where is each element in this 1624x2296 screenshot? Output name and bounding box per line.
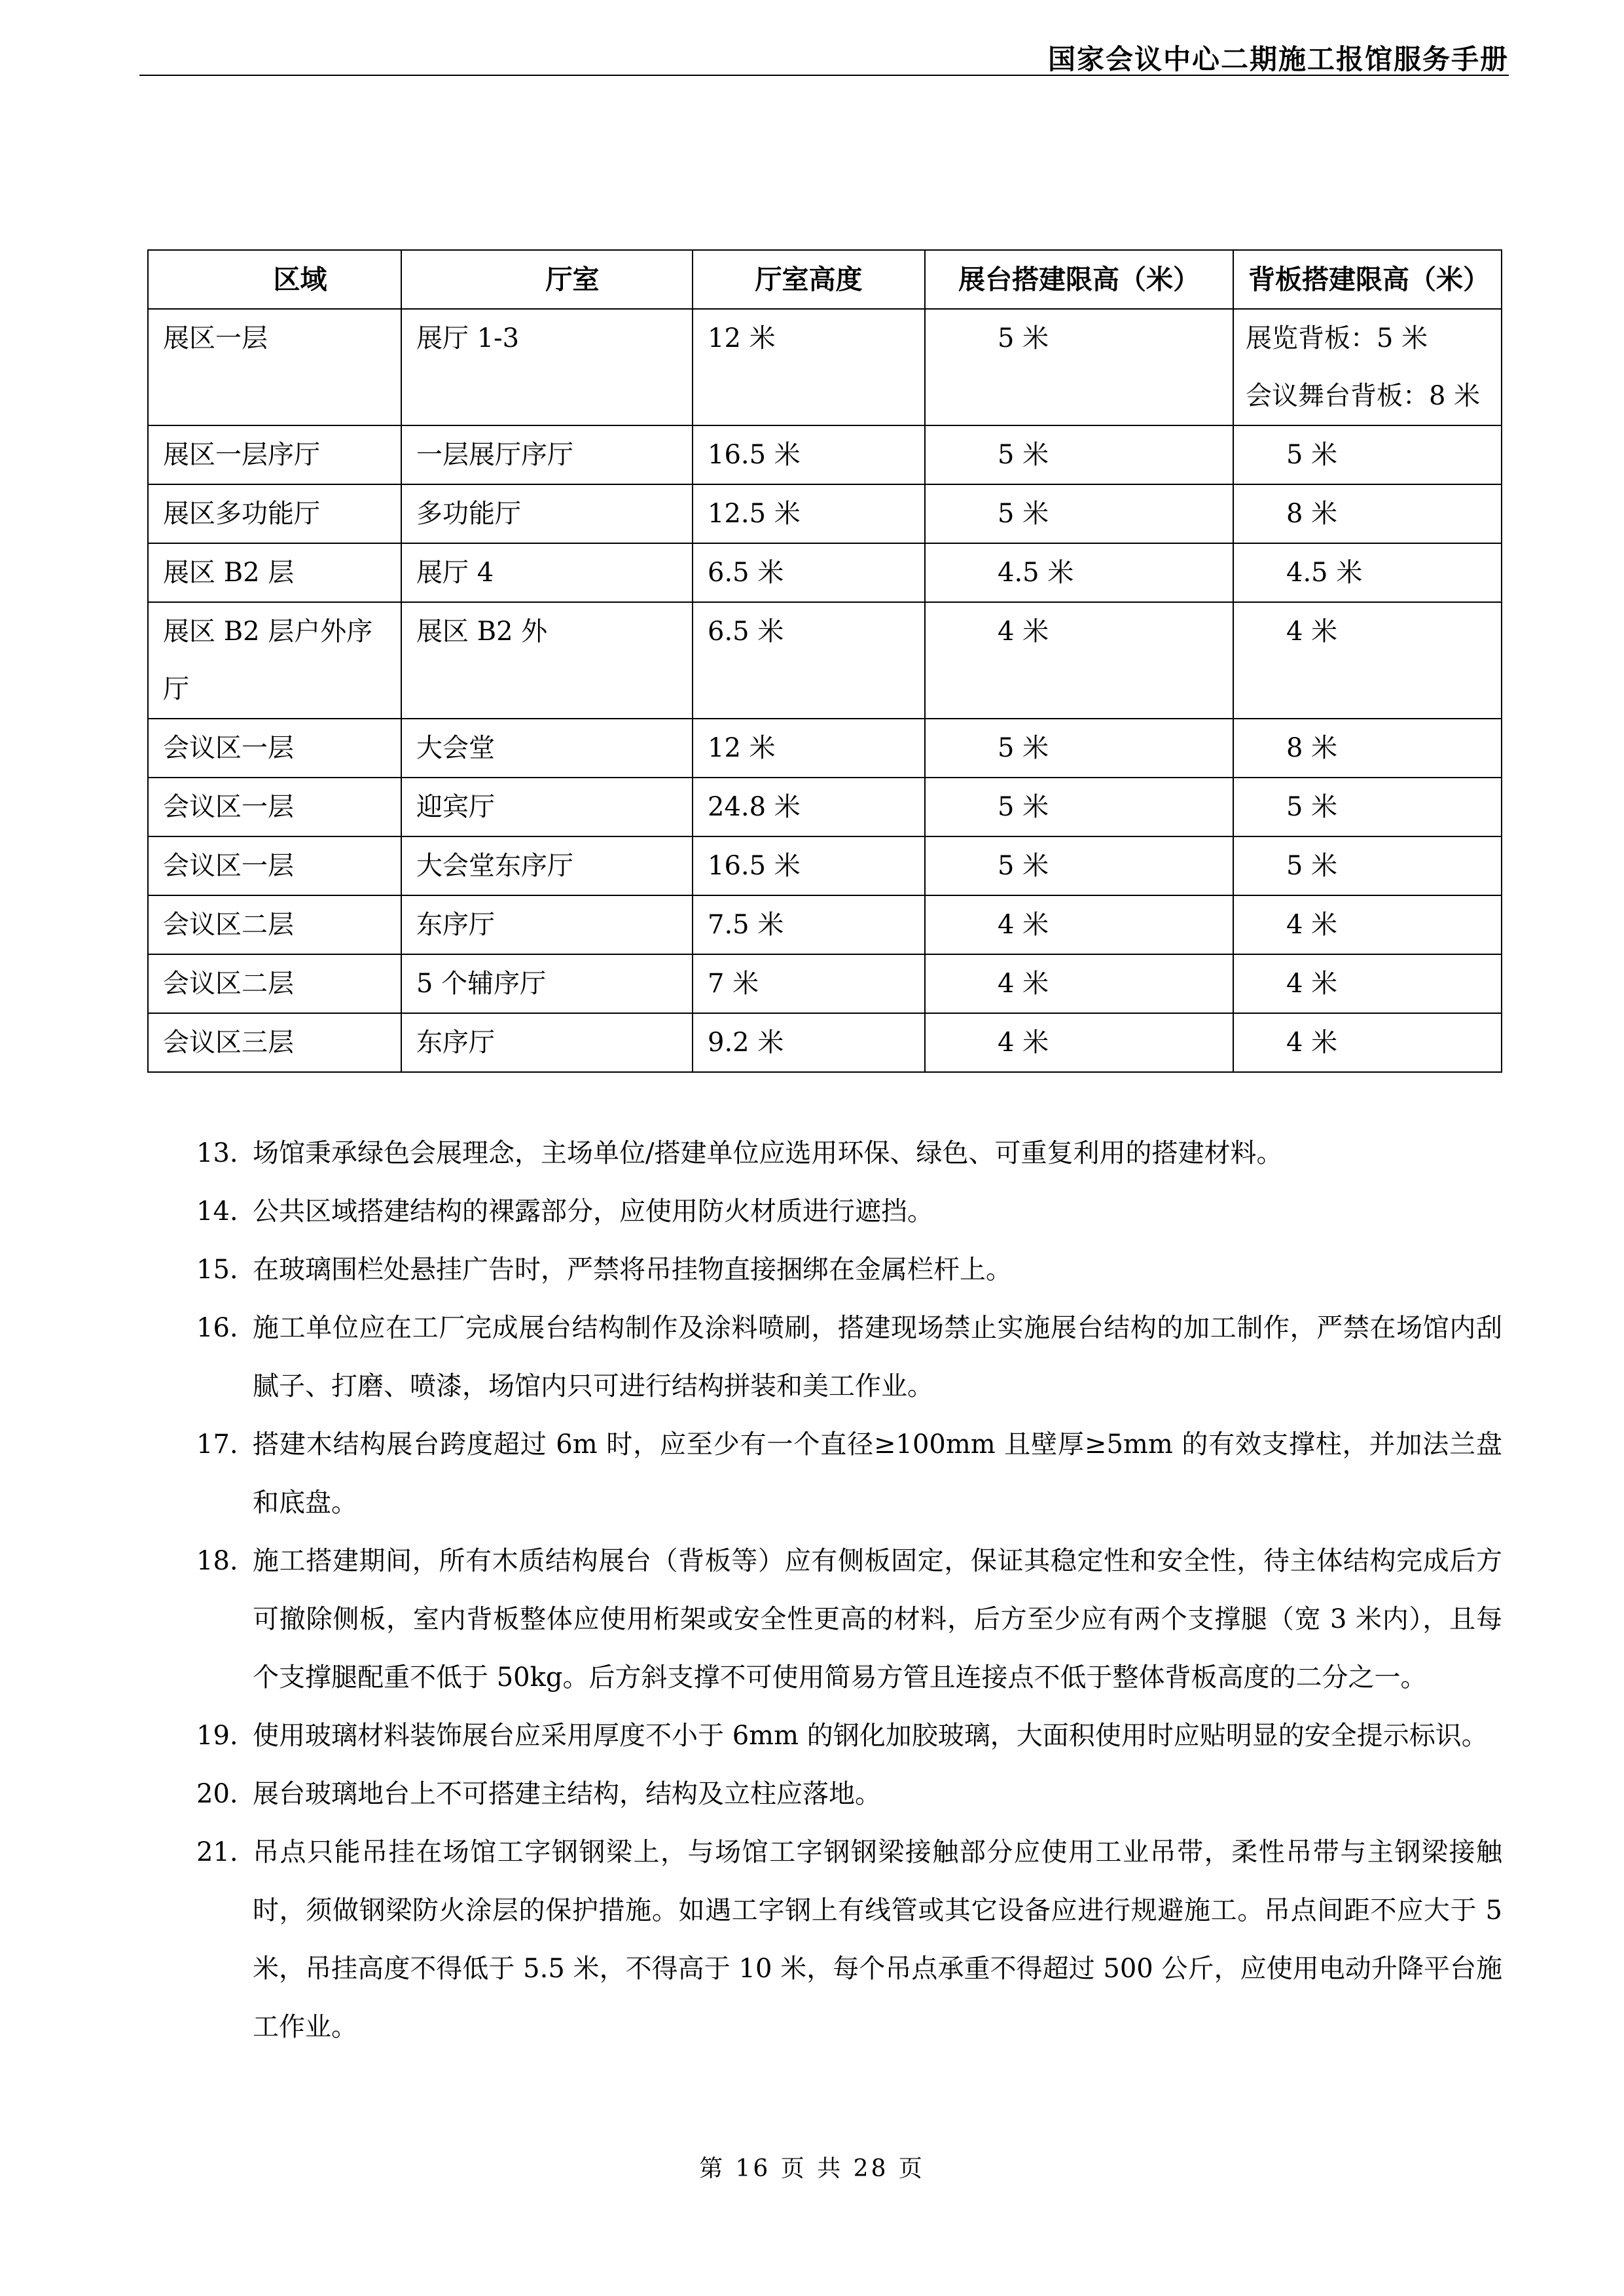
list-item (196, 1707, 1502, 1765)
cell-area: 展区 B2 层户外序厅 (148, 602, 401, 719)
cell-booth-limit: 4 米 (925, 954, 1233, 1013)
table-row (148, 778, 1502, 836)
table-row (148, 719, 1502, 778)
cell-backboard-limit (1233, 543, 1502, 602)
backboard-limit-line: 4.5 米 (1286, 558, 1363, 588)
backboard-limit-line: 4 米 (1286, 1028, 1338, 1058)
cell-hall: 展区 B2 外 (401, 602, 693, 719)
cell-backboard-limit (1233, 1013, 1502, 1072)
table-body (148, 309, 1502, 1072)
cell-hall-height: 12 米 (693, 309, 925, 425)
list-item (196, 1532, 1502, 1707)
list-item (196, 1765, 1502, 1823)
cell-backboard-limit (1233, 484, 1502, 543)
cell-backboard-limit (1233, 895, 1502, 954)
list-item-number: 17. (196, 1429, 238, 1460)
cell-hall: 多功能厅 (401, 484, 693, 543)
cell-booth-limit: 5 米 (925, 778, 1233, 836)
cell-hall-height: 16.5 米 (693, 836, 925, 895)
cell-booth-limit: 5 米 (925, 836, 1233, 895)
cell-backboard-limit (1233, 309, 1502, 425)
list-item-text: 公共区域搭建结构的裸露部分，应使用防火材质进行遮挡。 (253, 1196, 933, 1227)
cell-booth-limit: 5 米 (925, 309, 1233, 425)
list-item-number: 18. (196, 1546, 238, 1576)
cell-hall: 大会堂东序厅 (401, 836, 693, 895)
cell-booth-limit: 4 米 (925, 895, 1233, 954)
cell-booth-limit: 4.5 米 (925, 543, 1233, 602)
page-number: 第 16 页 共 28 页 (699, 2155, 925, 2182)
cell-hall: 展厅 1-3 (401, 309, 693, 425)
cell-backboard-limit (1233, 602, 1502, 719)
cell-backboard-limit (1233, 836, 1502, 895)
cell-area: 展区 B2 层 (148, 543, 401, 602)
cell-hall: 东序厅 (401, 895, 693, 954)
cell-booth-limit: 5 米 (925, 484, 1233, 543)
cell-backboard-limit (1233, 954, 1502, 1013)
cell-area: 会议区一层 (148, 836, 401, 895)
cell-area: 会议区一层 (148, 778, 401, 836)
header-divider (139, 75, 1509, 76)
list-item-number: 15. (196, 1255, 238, 1285)
list-item (196, 1416, 1502, 1532)
list-item-text: 施工搭建期间，所有木质结构展台（背板等）应有侧板固定，保证其稳定性和安全性，待主体结构完成后方可撤除侧板，室内背板整体应使用桁架或安全性更高的材料，后方至少应有两个支撑腿（宽 3 米内），且每个支撑腿配重不低于 50kg。后方斜支撑不可使用简易方管且连接点不低于整体背板高度的二分之一。 (253, 1546, 1502, 1693)
column-header-area: 区域 (148, 250, 401, 309)
cell-booth-limit: 5 米 (925, 719, 1233, 778)
cell-hall-height: 16.5 米 (693, 425, 925, 484)
list-item (196, 1823, 1502, 2056)
cell-area: 会议区二层 (148, 895, 401, 954)
cell-hall-height: 6.5 米 (693, 543, 925, 602)
backboard-limit-line: 4 米 (1286, 969, 1338, 999)
table-row (148, 425, 1502, 484)
cell-hall: 展厅 4 (401, 543, 693, 602)
cell-area: 会议区三层 (148, 1013, 401, 1072)
table-row (148, 543, 1502, 602)
table-row (148, 954, 1502, 1013)
column-header-booth-limit: 展台搭建限高（米） (925, 250, 1233, 309)
cell-hall: 5 个辅序厅 (401, 954, 693, 1013)
backboard-limit-line: 5 米 (1286, 851, 1338, 881)
cell-booth-limit: 4 米 (925, 602, 1233, 719)
column-header-hall: 厅室 (401, 250, 693, 309)
cell-area: 展区多功能厅 (148, 484, 401, 543)
cell-hall-height: 7 米 (693, 954, 925, 1013)
list-item-number: 19. (196, 1721, 238, 1751)
backboard-limit-line: 8 米 (1286, 733, 1338, 763)
table-row (148, 484, 1502, 543)
column-header-hall-height: 厅室高度 (693, 250, 925, 309)
cell-area: 会议区一层 (148, 719, 401, 778)
backboard-limit-line: 4 米 (1286, 910, 1338, 940)
hall-height-limit-table (147, 249, 1502, 1073)
cell-hall-height: 12 米 (693, 719, 925, 778)
cell-backboard-limit (1233, 425, 1502, 484)
cell-backboard-limit (1233, 778, 1502, 836)
cell-hall-height: 12.5 米 (693, 484, 925, 543)
cell-hall: 迎宾厅 (401, 778, 693, 836)
list-item-text: 使用玻璃材料装饰展台应采用厚度不小于 6mm 的钢化加胶玻璃，大面积使用时应贴明显的安全提示标识。 (253, 1721, 1488, 1751)
list-item-number: 13. (196, 1138, 238, 1168)
table-row (148, 309, 1502, 425)
backboard-limit-line: 4 米 (1286, 617, 1338, 647)
cell-backboard-limit (1233, 719, 1502, 778)
cell-hall-height: 7.5 米 (693, 895, 925, 954)
table-header-row (148, 250, 1502, 309)
cell-booth-limit: 5 米 (925, 425, 1233, 484)
list-item-text: 搭建木结构展台跨度超过 6m 时，应至少有一个直径≥100mm 且壁厚≥5mm 的有效支撑柱，并加法兰盘和底盘。 (253, 1429, 1502, 1518)
table-row (148, 836, 1502, 895)
backboard-limit-line: 会议舞台背板：8 米 (1246, 381, 1481, 411)
list-item-text: 场馆秉承绿色会展理念，主场单位/搭建单位应选用环保、绿色、可重复利用的搭建材料。 (253, 1138, 1283, 1168)
column-header-backboard-limit: 背板搭建限高（米） (1233, 250, 1502, 309)
page-header-title: 国家会议中心二期施工报馆服务手册 (1047, 43, 1509, 75)
cell-hall-height: 24.8 米 (693, 778, 925, 836)
table-row (148, 895, 1502, 954)
table-row (148, 1013, 1502, 1072)
cell-booth-limit: 4 米 (925, 1013, 1233, 1072)
list-item-number: 16. (196, 1313, 238, 1343)
rules-list (196, 1124, 1502, 2056)
list-item (196, 1183, 1502, 1241)
cell-hall: 东序厅 (401, 1013, 693, 1072)
cell-hall: 一层展厅序厅 (401, 425, 693, 484)
list-item-number: 21. (196, 1837, 238, 1867)
list-item-number: 14. (196, 1196, 238, 1227)
cell-area: 展区一层序厅 (148, 425, 401, 484)
cell-hall: 大会堂 (401, 719, 693, 778)
table-row (148, 602, 1502, 719)
list-item-text: 展台玻璃地台上不可搭建主结构，结构及立柱应落地。 (253, 1779, 881, 1809)
list-item-text: 在玻璃围栏处悬挂广告时，严禁将吊挂物直接捆绑在金属栏杆上。 (253, 1255, 1012, 1285)
list-item (196, 1124, 1502, 1183)
cell-area: 展区一层 (148, 309, 401, 425)
backboard-limit-line: 5 米 (1286, 440, 1338, 470)
backboard-limit-line: 5 米 (1286, 792, 1338, 822)
list-item-number: 20. (196, 1779, 238, 1809)
list-item (196, 1299, 1502, 1416)
list-item-text: 吊点只能吊挂在场馆工字钢钢梁上，与场馆工字钢钢梁接触部分应使用工业吊带，柔性吊带与主钢梁接触时，须做钢梁防火涂层的保护措施。如遇工字钢上有线管或其它设备应进行规避施工。吊点间距不应大于 5 米，吊挂高度不得低于 5.5 米，不得高于 10 米，每个吊点承重不得超过 500 公斤，应使用电动升降平台施工作业。 (253, 1837, 1502, 2042)
backboard-limit-line: 8 米 (1286, 499, 1338, 529)
backboard-limit-line: 展览背板：5 米 (1246, 323, 1428, 353)
list-item (196, 1241, 1502, 1299)
cell-area: 会议区二层 (148, 954, 401, 1013)
cell-hall-height: 9.2 米 (693, 1013, 925, 1072)
list-item-text: 施工单位应在工厂完成展台结构制作及涂料喷刷，搭建现场禁止实施展台结构的加工制作，严禁在场馆内刮腻子、打磨、喷漆，场馆内只可进行结构拼装和美工作业。 (253, 1313, 1502, 1401)
cell-hall-height: 6.5 米 (693, 602, 925, 719)
